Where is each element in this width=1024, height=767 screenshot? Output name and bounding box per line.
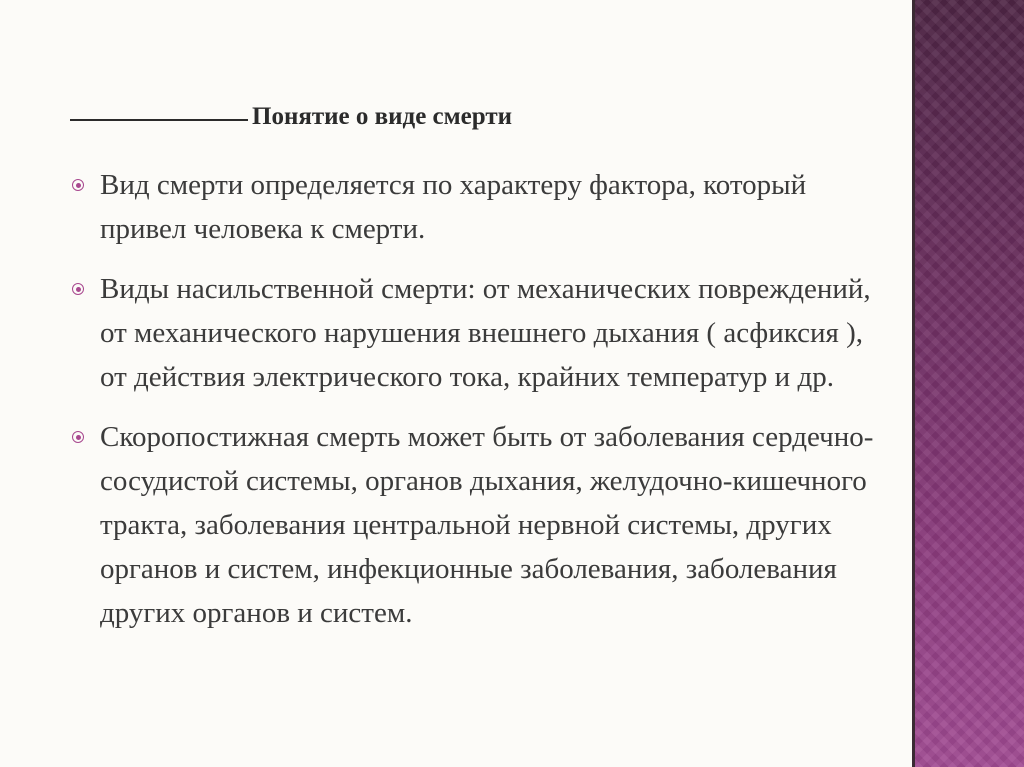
bullet-list: [72, 163, 882, 651]
bullet-item-2: [72, 267, 882, 399]
bullet-item-3: [72, 415, 882, 635]
bullet-text-3: Скоропостижная смерть может быть от заболевания сердечно-сосудистой системы, органов дыхания, желудочно-кишечного тракта, заболевания центральной нервной системы, других органов и систем, инфекционные заболевания, заболевания других органов и систем.: [100, 421, 874, 629]
radio-bullet-icon: [72, 283, 84, 295]
bullet-text-1: Вид смерти определяется по характеру фактора, который привел человека к смерти.: [100, 169, 807, 245]
title-underline-rule: [70, 119, 248, 121]
bullet-item-1: [72, 163, 882, 251]
slide-title: Понятие о виде смерти: [252, 103, 513, 130]
bullet-text-2: Виды насильственной смерти: от механических повреждений, от механического нарушения внешнего дыхания ( асфиксия ), от действия электрического тока, крайних температур и др.: [100, 273, 871, 393]
radio-bullet-icon: [72, 179, 84, 191]
decorative-side-band: [915, 0, 1024, 767]
slide-title-row: [70, 103, 512, 131]
radio-bullet-icon: [72, 431, 84, 443]
